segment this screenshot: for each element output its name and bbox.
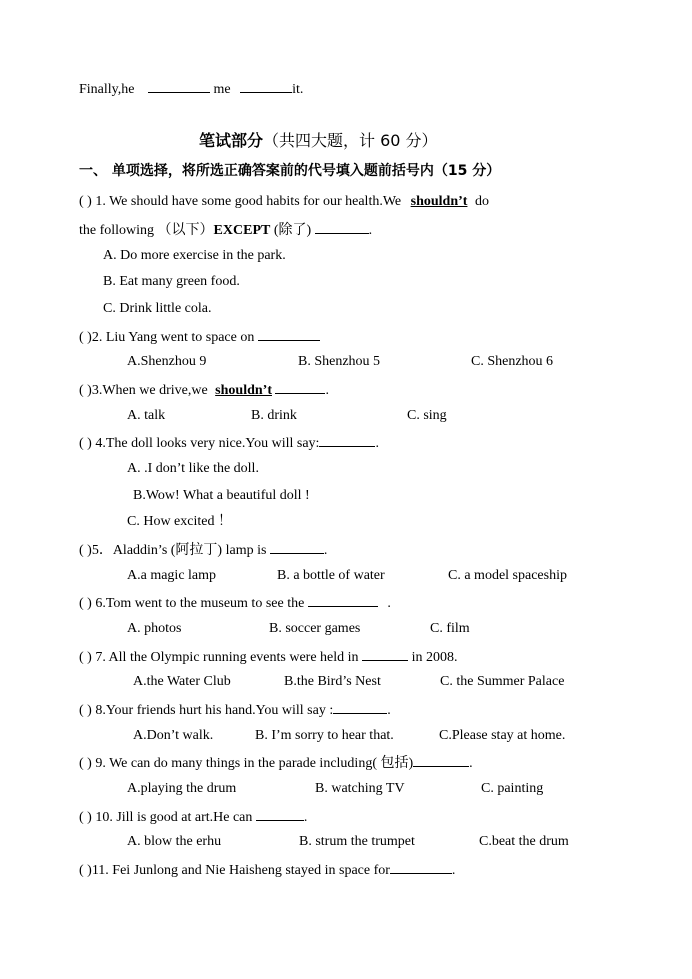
question-text: ( )3.When we drive,we (79, 383, 208, 398)
question-6 (79, 593, 391, 613)
option[interactable]: C. How excited ！ (127, 514, 232, 529)
question-text: ( ) 4.The doll looks very nice.You will say: (79, 436, 320, 451)
question-7 (79, 647, 457, 667)
question-text: ( ) 6.Tom went to the museum to see the (79, 596, 305, 611)
option[interactable]: A.a magic lamp (127, 568, 217, 583)
question-1-cont: the following （以下）EXCEPT (除了) . (79, 220, 372, 240)
question-text: . (387, 596, 391, 611)
option[interactable]: B. Shenzhou 5 (298, 354, 381, 369)
option[interactable]: A. blow the erhu (127, 834, 222, 849)
question-text: ( ) 1. We should have some good habits for our health.We (79, 194, 402, 209)
text: Finally,he (79, 82, 135, 97)
question-text: ( )11. Fei Junlong and Nie Haisheng stayed in space for (79, 863, 390, 878)
option[interactable]: C.Please stay at home. (439, 728, 566, 743)
option[interactable]: A. talk (127, 408, 166, 423)
question-11: ( )11. Fei Junlong and Nie Haisheng stayed in space for . (79, 860, 455, 880)
option[interactable]: A.Don’t walk. (133, 728, 214, 743)
question-8: ( ) 8.Your friends hurt his hand.You will say : . (79, 700, 391, 720)
option[interactable]: A.the Water Club (133, 674, 231, 689)
question-10: ( ) 10. Jill is good at art.He can . (79, 807, 307, 827)
question-text: ( ) 9. We can do many things in the parade including( 包括) (79, 756, 414, 771)
option[interactable]: B. Eat many green food. (103, 274, 240, 289)
answer-blank[interactable] (240, 79, 292, 93)
answer-blank[interactable] (333, 700, 387, 714)
option[interactable]: B. soccer games (269, 621, 361, 636)
option[interactable]: B. I’m sorry to hear that. (255, 728, 394, 743)
question-text: ( ) 10. Jill is good at art.He can (79, 810, 253, 825)
option[interactable]: A. .I don’t like the doll. (127, 461, 259, 476)
text: me (213, 82, 231, 97)
option[interactable]: B. strum the trumpet (299, 834, 415, 849)
title-sub: （共四大题，计 60 分） (263, 131, 438, 150)
emphasis-text: shouldn’t (215, 383, 272, 398)
question-text: ( )2. Liu Yang went to space on (79, 330, 255, 345)
option[interactable]: B.Wow! What a beautiful doll ! (133, 488, 310, 503)
answer-blank[interactable] (315, 220, 369, 234)
option[interactable]: B. watching TV (315, 781, 405, 796)
section-heading: 一、 单项选择，将所选正确答案前的代号填入题前括号内（15 分） (79, 163, 501, 179)
question-text: in 2008. (411, 650, 458, 665)
question-2 (79, 327, 320, 347)
option[interactable]: B. a bottle of water (277, 568, 385, 583)
option[interactable]: B.the Bird’s Nest (284, 674, 381, 689)
option[interactable]: C. a model spaceship (448, 568, 567, 583)
answer-blank[interactable] (319, 433, 375, 447)
title-main: 笔试部分 (199, 131, 264, 150)
option[interactable]: A. photos (127, 621, 182, 636)
answer-blank[interactable] (275, 380, 325, 394)
option[interactable]: C. Drink little cola. (103, 301, 212, 316)
option[interactable]: A.Shenzhou 9 (127, 354, 207, 369)
question-1 (79, 193, 489, 211)
page-title (199, 132, 438, 150)
answer-blank[interactable] (390, 860, 452, 874)
option[interactable]: C. the Summer Palace (440, 674, 565, 689)
answer-blank[interactable] (258, 327, 320, 341)
option[interactable]: B. drink (251, 408, 297, 423)
answer-blank[interactable] (308, 593, 378, 607)
answer-blank[interactable] (270, 540, 324, 554)
question-text: ( )5．Aladdin’s (阿拉丁) lamp is (79, 543, 267, 558)
answer-blank[interactable] (362, 647, 408, 661)
answer-blank[interactable] (148, 79, 210, 93)
question-4: ( ) 4.The doll looks very nice.You will say: . (79, 433, 379, 453)
option[interactable]: C. Shenzhou 6 (471, 354, 554, 369)
question-5: ( )5．Aladdin’s (阿拉丁) lamp is . (79, 540, 327, 560)
answer-blank[interactable] (256, 807, 304, 821)
option[interactable]: C. film (430, 621, 470, 636)
emphasis-text: shouldn’t (410, 194, 468, 209)
question-text: the following （以下） (79, 223, 214, 238)
question-text: ( ) 7. All the Olympic running events were held in (79, 650, 359, 665)
option[interactable]: A. Do more exercise in the park. (103, 248, 286, 263)
option[interactable]: C.beat the drum (479, 834, 569, 849)
emphasis-text: EXCEPT (213, 223, 271, 238)
question-text: ( ) 8.Your friends hurt his hand.You will say : (79, 703, 334, 718)
option[interactable]: C. painting (481, 781, 544, 796)
option[interactable]: A.playing the drum (127, 781, 237, 796)
question-text: do (474, 194, 489, 209)
question-text: (除了) (273, 223, 312, 238)
text: it. (292, 82, 304, 97)
question-3: ( )3.When we drive,we shouldn’t . (79, 380, 329, 400)
option[interactable]: C. sing (407, 408, 447, 423)
answer-blank[interactable] (413, 753, 469, 767)
question-9: ( ) 9. We can do many things in the parade including( 包括) . (79, 753, 473, 773)
fill-in-line (79, 79, 303, 99)
